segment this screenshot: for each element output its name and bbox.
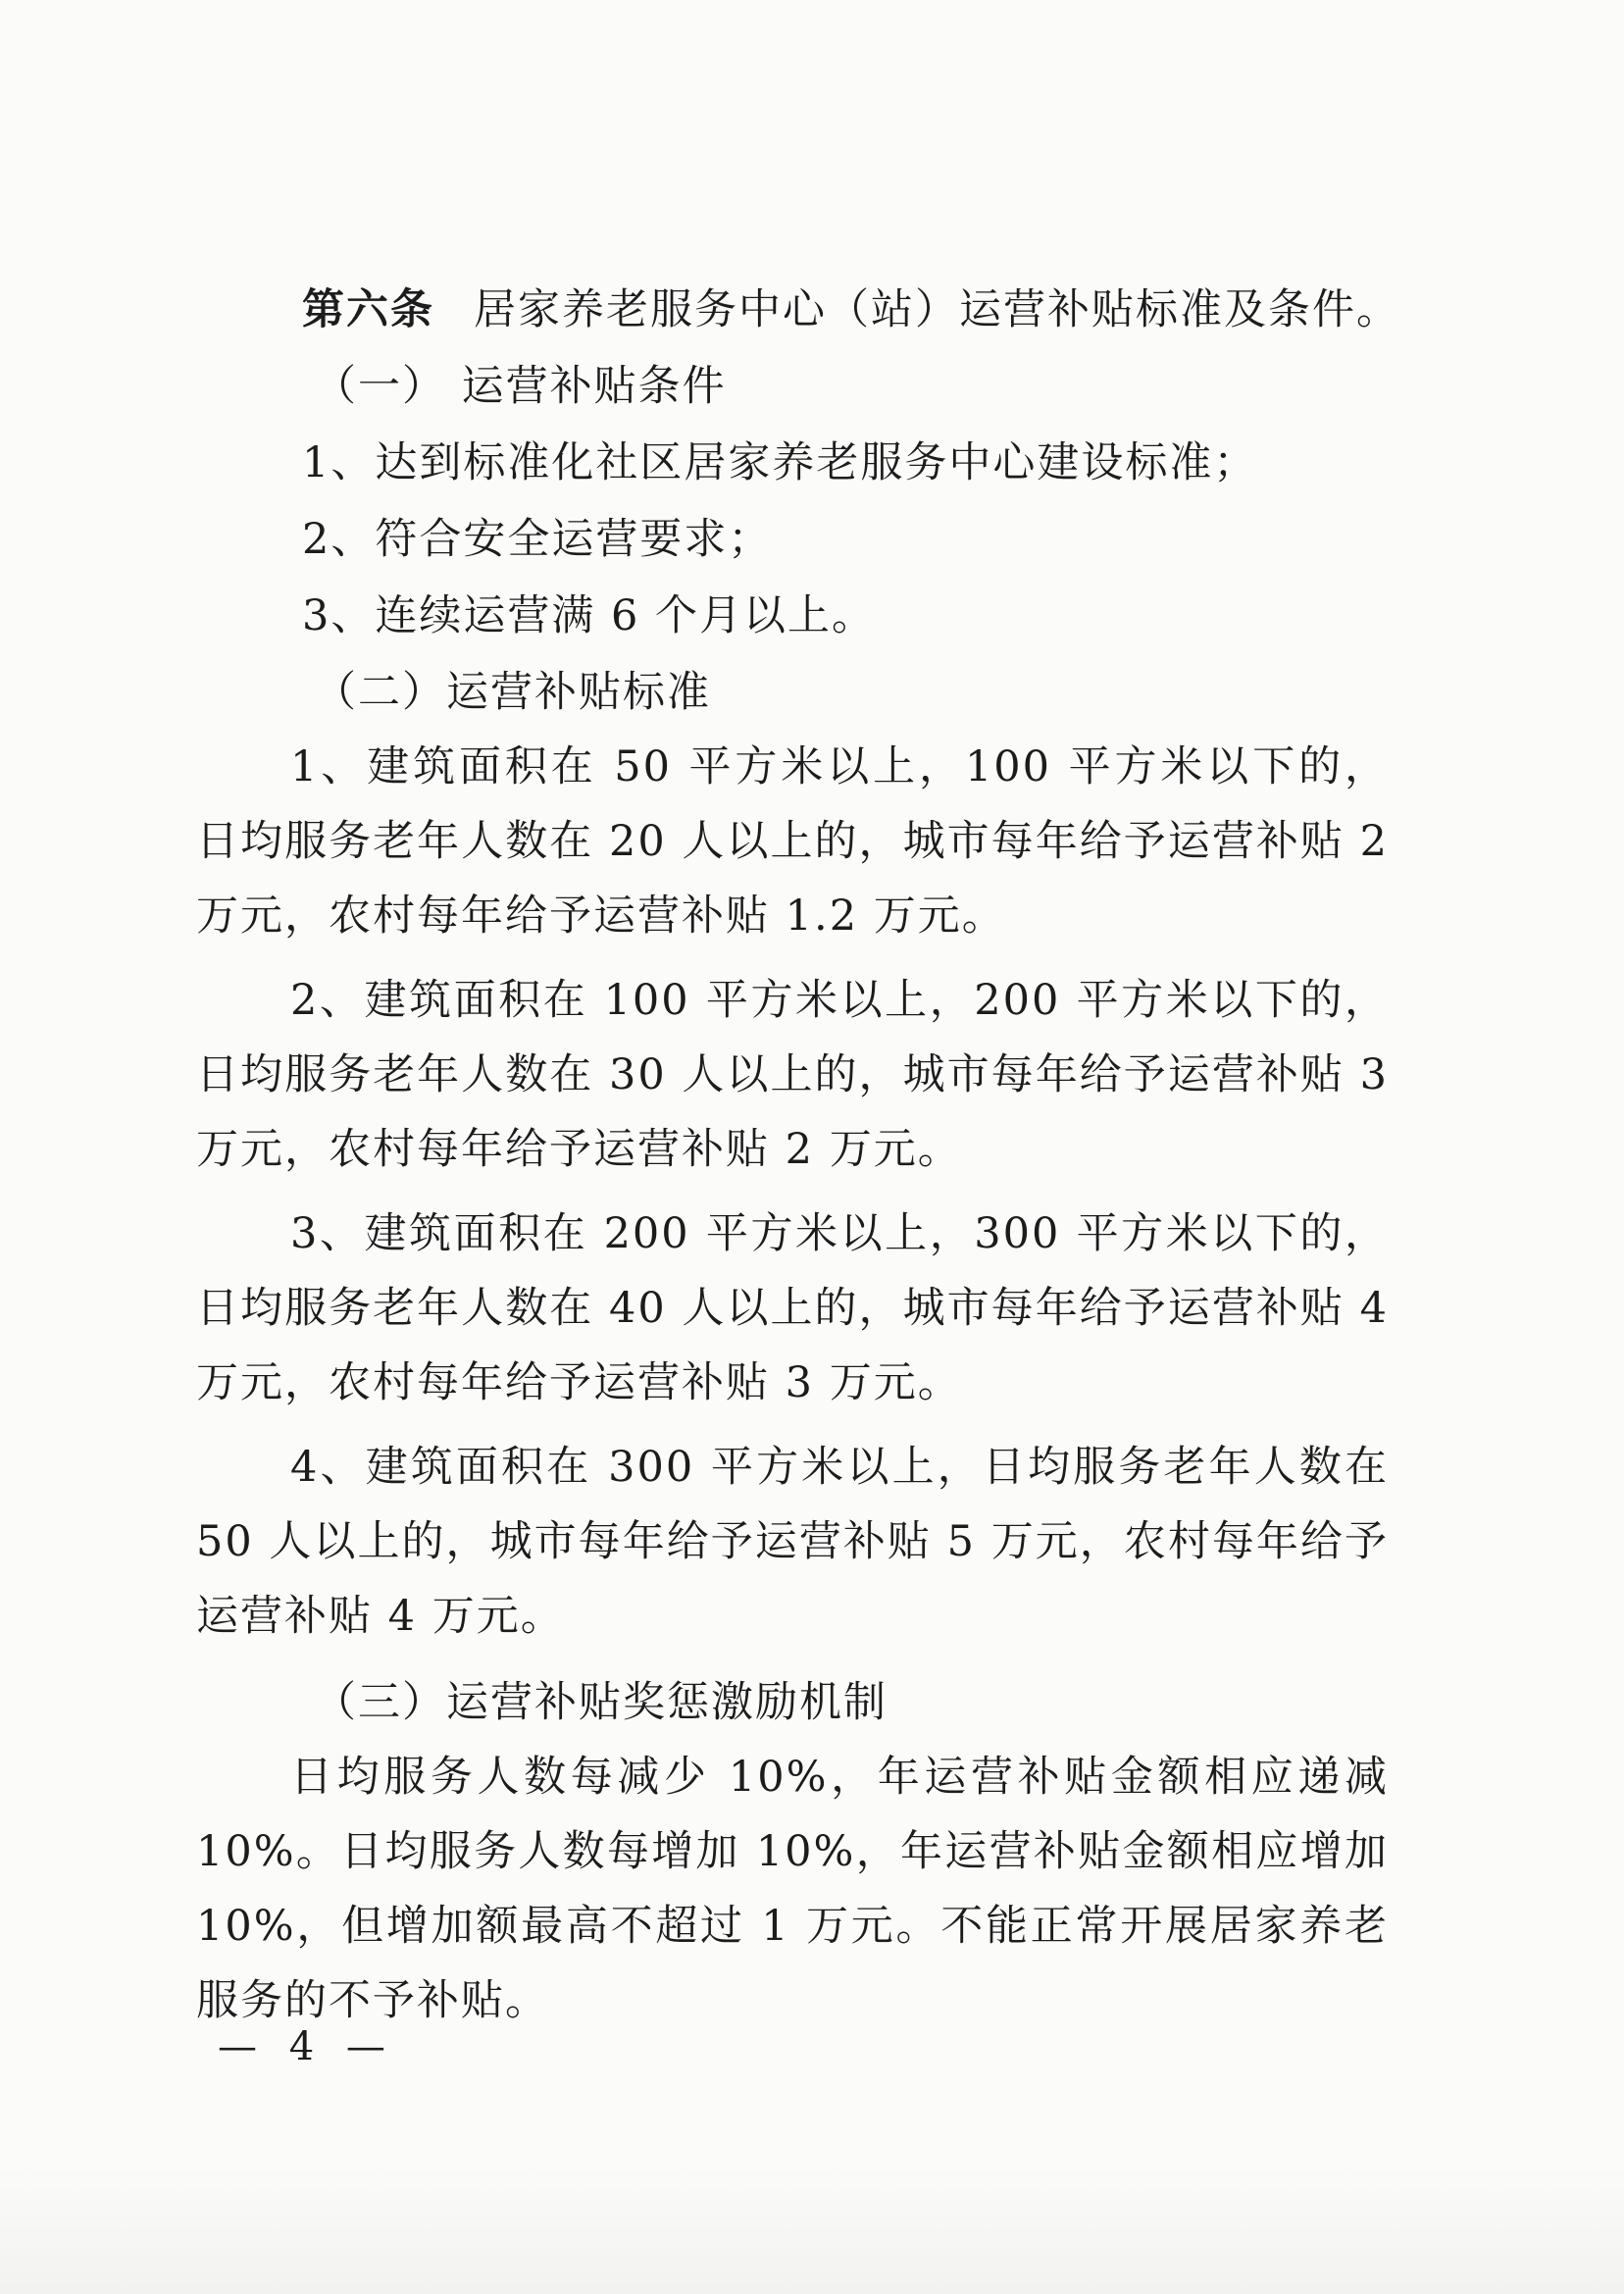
document-body	[196, 282, 1412, 2038]
section-heading-1: （一） 运营补贴条件	[314, 362, 727, 411]
scan-shadow	[0, 2167, 1624, 2294]
article-heading: 居家养老服务中心（站）运营补贴标准及条件。	[474, 285, 1400, 334]
page-number: — 4 —	[218, 2024, 395, 2069]
section-heading-3: （三）运营补贴奖惩激励机制	[314, 1678, 888, 1727]
standard-paragraph-3: 3、建筑面积在 200 平方米以上，300 平方米以下的，日均服务老年人数在 40 人以上的，城市每年给予运营补贴 4 万元，农村每年给予运营补贴 3 万元。	[196, 1209, 1389, 1407]
article-title	[196, 282, 1412, 337]
incentive-paragraph: 日均服务人数每减少 10%，年运营补贴金额相应递减 10%。日均服务人数每增加 10%，年运营补贴金额相应增加 10%，但增加额最高不超过 1 万元。不能正常开展居家养老服务的不予补贴。	[196, 1753, 1389, 2025]
condition-item-2: 2、符合安全运营要求；	[302, 515, 773, 564]
condition-item-1: 1、达到标准化社区居家养老服务中心建设标准；	[302, 438, 1258, 487]
standard-paragraph-4: 4、建筑面积在 300 平方米以上，日均服务老年人数在 50 人以上的，城市每年给予运营补贴 5 万元，农村每年给予运营补贴 4 万元。	[196, 1443, 1389, 1641]
standard-paragraph-2: 2、建筑面积在 100 平方米以上，200 平方米以下的，日均服务老年人数在 30 人以上的，城市每年给予运营补贴 3 万元，农村每年给予运营补贴 2 万元。	[196, 976, 1389, 1174]
condition-item-3: 3、连续运营满 6 个月以上。	[302, 591, 877, 640]
section-heading-2: （二）运营补贴标准	[314, 668, 711, 717]
article-number: 第六条	[302, 285, 434, 334]
standard-paragraph-1: 1、建筑面积在 50 平方米以上，100 平方米以下的，日均服务老年人数在 20 人以上的，城市每年给予运营补贴 2 万元，农村每年给予运营补贴 1.2 万元。	[196, 742, 1389, 941]
